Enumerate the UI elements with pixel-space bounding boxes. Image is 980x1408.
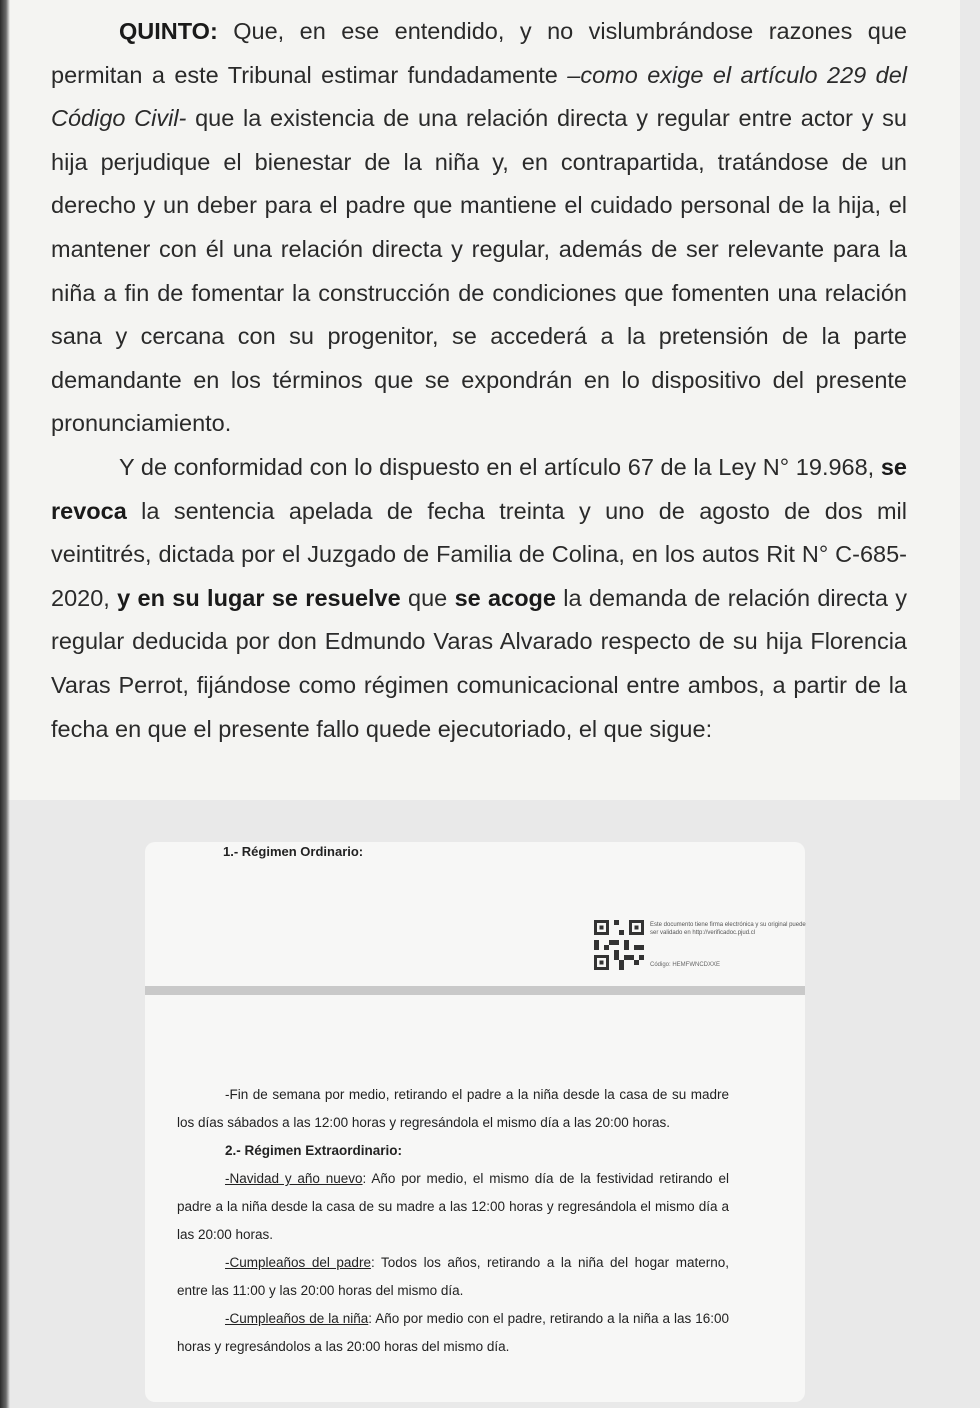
qr-code-icon [594,920,644,970]
ordinary-regime-text: -Fin de semana por medio, retirando el padre a la niña desde la casa de su madre los días sábados a las 12:00 horas y regresándola el mismo día a las 20:00 horas. [177,1087,729,1130]
page-edge-shadow [0,0,10,1408]
list-item [177,1249,729,1305]
resolution-text-1: Y de conformidad con lo dispuesto en el artículo 67 de la Ley N° 19.968, [119,453,881,480]
quinto-text-2: que la existencia de una relación directa y regular entre actor y su hija perjudique el bienestar de la niña y, en contrapartida, tratándose de un derecho y un deber para el padre que mantiene el cuidado personal de la hija, el mantener con él una relación directa y regular, además de ser relevante para la niña a fin de fomentar la construcción de condiciones que fomenten una relación sana y cercana con su progenitor, se accederá a la pretensión de la parte demandante en los términos que se expondrán en lo dispositivo del presente pronunciamiento. [51,105,907,437]
quinto-label: QUINTO: [119,18,218,44]
electronic-signature-note: Este documento tiene firma electrónica y su original puede ser validado en http://verificadoc.pjud.cl [650,922,806,936]
quinto-text-1: Que, en ese entendido, y no vislumbrándose razones que permitan a este Tribunal estimar fundadamente [51,18,907,88]
resolution-text [51,10,907,751]
extraordinary-regime-heading: 2.- Régimen Extraordinario: [225,1143,403,1158]
item-text: : Todos los años, retirando a la niña del hogar materno, entre las 11:00 y las 20:00 horas del mismo día. [177,1255,729,1298]
item-text: : Año por medio, el mismo día de la festividad retirando el padre a la niña desde la casa de su madre a las 12:00 horas y regresándola el mismo día a las 20:00 horas. [177,1171,729,1242]
resolution-text-2: la sentencia apelada de fecha treinta y uno de agosto de dos mil veintitrés, dictada por el Juzgado de Familia de Colina, en los autos Rit N° C-685-2020, [51,497,907,611]
regime-details [177,1081,729,1361]
item-label: -Cumpleaños del padre [225,1255,371,1270]
list-item [177,1305,729,1361]
paragraph-resolution [51,446,907,751]
resolution-text-4: la demanda de relación directa y regular deducida por don Edmundo Varas Alvarado respecto de su hija Florencia Varas Perrot, fijándose como régimen comunicacional entre ambos, a partir de la fecha en que el presente fallo quede ejecutoriado, el que sigue: [51,584,907,742]
quinto-citation: –como exige el artículo 229 del Código Civil- [51,61,907,132]
page-separator [145,986,805,995]
resolution-bold-1: se revoca [51,453,907,524]
item-label: -Navidad y año nuevo [225,1171,363,1186]
paragraph-quinto [51,10,907,446]
resolution-bold-3: se acoge [454,584,556,611]
resolution-text-3: que [400,584,455,611]
verification-code: Código: HEMFWNCDXXE [650,962,721,968]
item-label: -Cumpleaños de la niña [225,1311,369,1326]
resolution-bold-2: y en su lugar se resuelve [117,584,401,611]
ordinary-regime-heading: 1.- Régimen Ordinario: [223,844,364,859]
list-item [177,1165,729,1249]
item-text: : Año por medio con el padre, retirando a la niña a las 16:00 horas y regresándolos a las 20:00 horas del mismo día. [177,1311,729,1354]
